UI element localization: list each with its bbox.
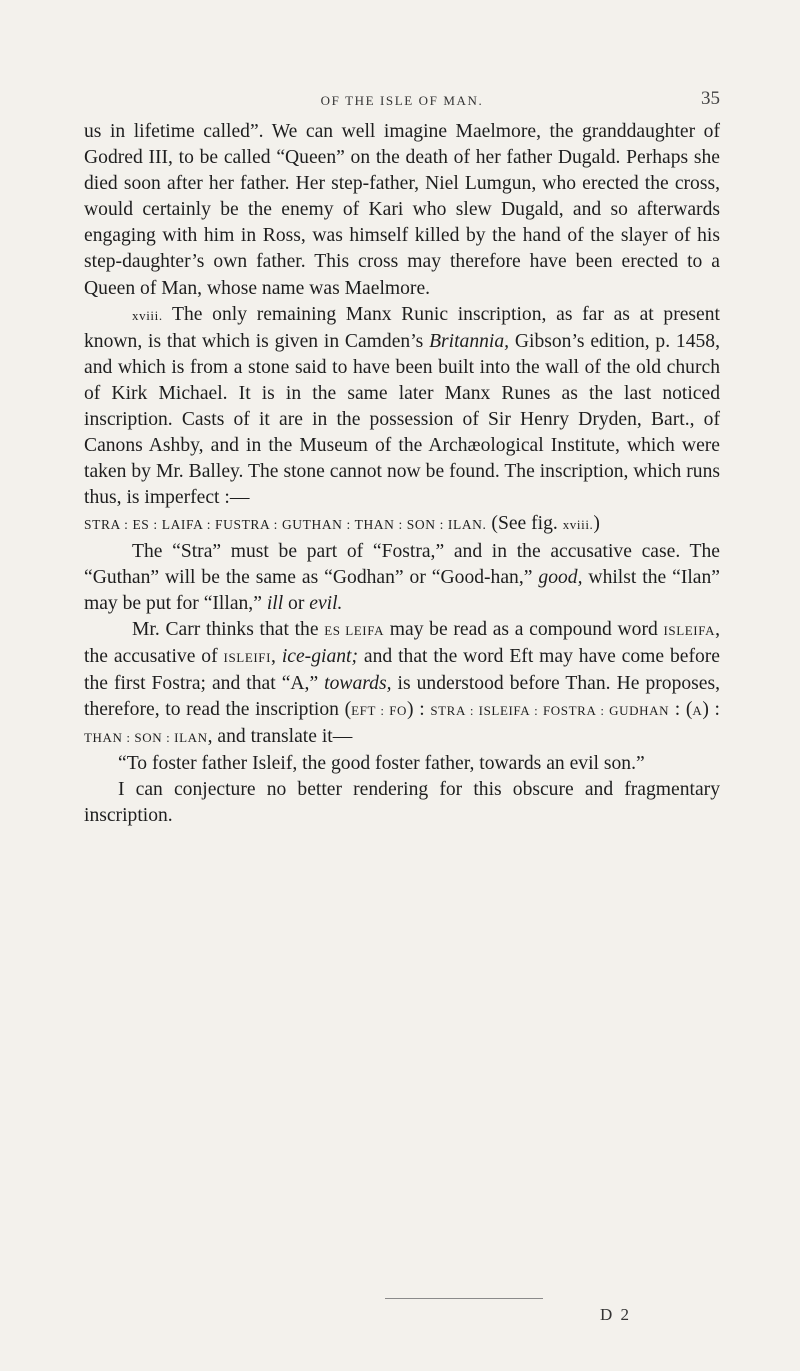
signature-mark: D 2 bbox=[600, 1305, 632, 1324]
italic-title: Britannia, bbox=[429, 330, 510, 352]
text-run: : ( bbox=[669, 699, 693, 721]
running-head bbox=[84, 88, 720, 115]
runic-reading: THAN : SON : ILAN bbox=[84, 730, 208, 746]
text-run: Mr. Carr thinks that the bbox=[132, 618, 325, 640]
italic-word: ice-giant; bbox=[281, 645, 359, 667]
runic-word: ES LEIFA bbox=[324, 622, 385, 638]
text-run: whilst the “Ilan” may be put for “Illan,” bbox=[84, 566, 720, 614]
text-run: and that the word Eft may have come before the first Fostra; and that “A,” bbox=[84, 645, 721, 694]
runic-reading: A bbox=[692, 703, 703, 719]
text-run: The only remaining Manx Runic inscription, as far as at present known, is that which is given in Camden’s bbox=[84, 303, 720, 352]
figure-reference: xviii. bbox=[562, 517, 594, 533]
text-run: , the accusative of bbox=[84, 618, 720, 667]
paragraph-closing bbox=[84, 777, 720, 829]
paragraph-translation bbox=[84, 751, 720, 777]
italic-word: towards, bbox=[324, 672, 392, 694]
section-rule bbox=[385, 1298, 543, 1299]
text-run: may be read as a compound word bbox=[384, 618, 664, 640]
runic-word: ISLEIFI bbox=[223, 649, 272, 665]
italic-word: evil. bbox=[309, 592, 343, 614]
runic-reading: STRA : ISLEIFA : FOSTRA : GUDHAN bbox=[430, 703, 670, 719]
text-run: is understood before Than. He proposes, therefore, to read the inscription ( bbox=[84, 672, 721, 721]
text-run: , and translate it— bbox=[207, 726, 353, 748]
paragraph-continued bbox=[84, 119, 720, 302]
text-run: ) : bbox=[702, 699, 720, 721]
page-number: 35 bbox=[701, 88, 720, 109]
paragraph-inscription bbox=[84, 511, 720, 538]
translation-quote: “To foster father Isleif, the good foster father, towards an evil son.” bbox=[118, 753, 645, 775]
body-text bbox=[84, 119, 720, 830]
text-run: ) : bbox=[407, 699, 431, 721]
text-run: The “Stra” must be part of “Fostra,” and in the accusative case. The “Guthan” will be the same as “Godhan” or “Good-han,” bbox=[84, 540, 720, 588]
italic-word: good, bbox=[538, 566, 583, 588]
paragraph-xviii bbox=[84, 302, 720, 512]
text-run: us in lifetime called”. We can well imagine Maelmore, the granddaughter of Godred III, to be called “Queen” on the death of her father Dugald. Perhaps she died soon after her father. Her step-father, Niel Lumgun, who erected the cross, would certainly be the enemy of Kari who slew Dugald, and so afterwards engaging with him in Ross, was himself killed by the hand of the slayer of his step-daughter’s own father. This cross may therefore have been erected to a Queen of Man, whose name was Maelmore. bbox=[84, 121, 720, 299]
paragraph-interpretation bbox=[84, 539, 720, 617]
paragraph-carr bbox=[84, 617, 720, 751]
text-run: I can conjecture no better rendering for this obscure and fragmentary inscription. bbox=[84, 779, 720, 827]
text-run: ) bbox=[593, 513, 600, 535]
text-run: or bbox=[283, 592, 310, 614]
text-run: (See fig. bbox=[486, 513, 563, 535]
runic-inscription: STRA : ES : LAIFA : FUSTRA : GUTHAN : THAN : SON : ILAN. bbox=[84, 517, 487, 533]
section-numeral: xviii. bbox=[132, 307, 163, 323]
runic-word: ISLEIFA bbox=[663, 622, 716, 638]
text-run: Gibson’s edition, p. 1458, and which is from a stone said to have been built into the wall of the old church of Kirk Michael. It is in the same later Manx Runes as the last noticed inscription. Casts of it are in the possession of Sir Henry Dryden, Bart., of Canons Ashby, and in the Museum of the Archæological Institute, which were taken by Mr. Balley. The stone cannot now be found. The inscription, which runs thus, is imperfect :— bbox=[84, 330, 720, 509]
running-title: OF THE ISLE OF MAN. bbox=[320, 93, 484, 108]
italic-word: ill bbox=[266, 592, 284, 614]
text-run: , bbox=[271, 645, 282, 667]
runic-reading: EFT : FO bbox=[351, 703, 408, 719]
